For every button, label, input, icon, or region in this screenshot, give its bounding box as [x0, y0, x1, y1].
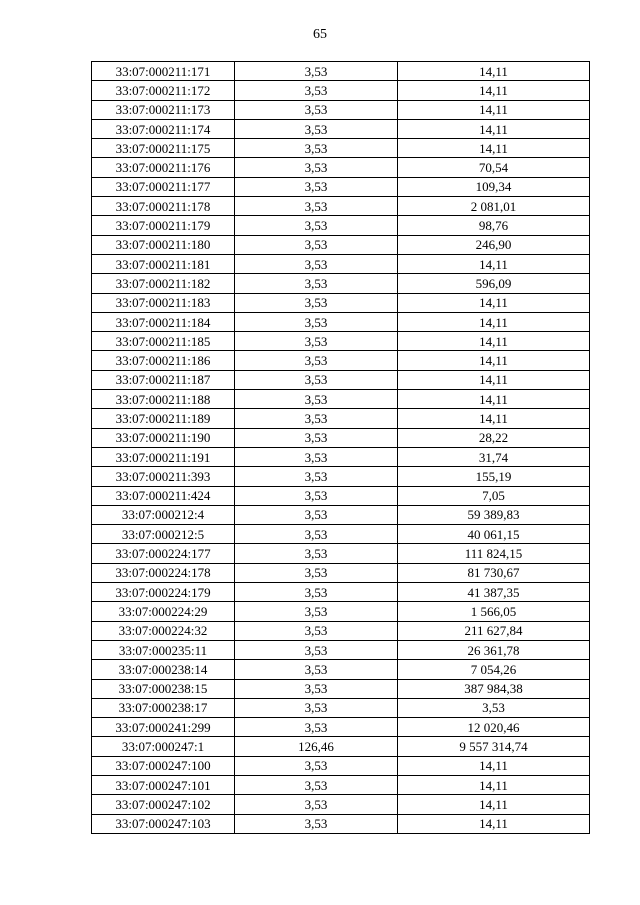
rate-cell: 3,53 [235, 467, 398, 486]
cadastral-number-cell: 33:07:000238:15 [92, 679, 235, 698]
cadastral-number-cell: 33:07:000211:191 [92, 447, 235, 466]
rate-cell: 126,46 [235, 737, 398, 756]
rate-cell: 3,53 [235, 254, 398, 273]
cadastral-number-cell: 33:07:000224:178 [92, 563, 235, 582]
amount-cell: 14,11 [398, 775, 590, 794]
table-row [92, 718, 590, 737]
cadastral-number-cell: 33:07:000212:4 [92, 505, 235, 524]
rate-cell: 3,53 [235, 370, 398, 389]
amount-cell: 1 566,05 [398, 602, 590, 621]
cadastral-number-cell: 33:07:000247:100 [92, 756, 235, 775]
table-row [92, 100, 590, 119]
cadastral-number-cell: 33:07:000247:103 [92, 814, 235, 833]
cadastral-number-cell: 33:07:000238:14 [92, 660, 235, 679]
amount-cell: 14,11 [398, 390, 590, 409]
rate-cell: 3,53 [235, 679, 398, 698]
table-row [92, 814, 590, 833]
rate-cell: 3,53 [235, 216, 398, 235]
rate-cell: 3,53 [235, 351, 398, 370]
cadastral-number-cell: 33:07:000211:186 [92, 351, 235, 370]
amount-cell: 246,90 [398, 235, 590, 254]
amount-cell: 28,22 [398, 428, 590, 447]
amount-cell: 14,11 [398, 293, 590, 312]
rate-cell: 3,53 [235, 583, 398, 602]
rate-cell: 3,53 [235, 447, 398, 466]
amount-cell: 9 557 314,74 [398, 737, 590, 756]
amount-cell: 109,34 [398, 177, 590, 196]
table-row [92, 756, 590, 775]
table-row [92, 544, 590, 563]
amount-cell: 26 361,78 [398, 640, 590, 659]
table-row [92, 698, 590, 717]
cadastral-number-cell: 33:07:000235:11 [92, 640, 235, 659]
table-row [92, 737, 590, 756]
rate-cell: 3,53 [235, 274, 398, 293]
amount-cell: 14,11 [398, 254, 590, 273]
amount-cell: 596,09 [398, 274, 590, 293]
cadastral-number-cell: 33:07:000211:177 [92, 177, 235, 196]
amount-cell: 14,11 [398, 100, 590, 119]
table-row [92, 467, 590, 486]
cadastral-number-cell: 33:07:000211:171 [92, 62, 235, 81]
cadastral-number-cell: 33:07:000211:179 [92, 216, 235, 235]
amount-cell: 14,11 [398, 62, 590, 81]
cadastral-number-cell: 33:07:000224:32 [92, 621, 235, 640]
rate-cell: 3,53 [235, 293, 398, 312]
rate-cell: 3,53 [235, 756, 398, 775]
rate-cell: 3,53 [235, 795, 398, 814]
amount-cell: 40 061,15 [398, 525, 590, 544]
amount-cell: 111 824,15 [398, 544, 590, 563]
cadastral-number-cell: 33:07:000241:299 [92, 718, 235, 737]
rate-cell: 3,53 [235, 698, 398, 717]
table-row [92, 351, 590, 370]
cadastral-number-cell: 33:07:000247:1 [92, 737, 235, 756]
amount-cell: 41 387,35 [398, 583, 590, 602]
table-row [92, 602, 590, 621]
amount-cell: 81 730,67 [398, 563, 590, 582]
table-row [92, 293, 590, 312]
rate-cell: 3,53 [235, 486, 398, 505]
table-row [92, 177, 590, 196]
table-row [92, 447, 590, 466]
rate-cell: 3,53 [235, 428, 398, 447]
table-row [92, 370, 590, 389]
cadastral-number-cell: 33:07:000211:424 [92, 486, 235, 505]
amount-cell: 14,11 [398, 756, 590, 775]
rate-cell: 3,53 [235, 775, 398, 794]
table-row [92, 679, 590, 698]
table-row [92, 583, 590, 602]
rate-cell: 3,53 [235, 718, 398, 737]
table-row [92, 216, 590, 235]
table-row [92, 139, 590, 158]
table-row [92, 390, 590, 409]
rate-cell: 3,53 [235, 505, 398, 524]
rate-cell: 3,53 [235, 312, 398, 331]
cadastral-number-cell: 33:07:000211:188 [92, 390, 235, 409]
table-row [92, 525, 590, 544]
cadastral-number-cell: 33:07:000211:187 [92, 370, 235, 389]
table-row [92, 119, 590, 138]
rate-cell: 3,53 [235, 640, 398, 659]
rate-cell: 3,53 [235, 544, 398, 563]
cadastral-number-cell: 33:07:000238:17 [92, 698, 235, 717]
amount-cell: 14,11 [398, 795, 590, 814]
cadastral-number-cell: 33:07:000247:102 [92, 795, 235, 814]
table-row [92, 660, 590, 679]
table-row [92, 640, 590, 659]
rate-cell: 3,53 [235, 100, 398, 119]
table-row [92, 775, 590, 794]
table-row [92, 254, 590, 273]
cadastral-number-cell: 33:07:000211:180 [92, 235, 235, 254]
amount-cell: 31,74 [398, 447, 590, 466]
table-row [92, 621, 590, 640]
amount-cell: 14,11 [398, 814, 590, 833]
rate-cell: 3,53 [235, 409, 398, 428]
table-row [92, 795, 590, 814]
table-row [92, 409, 590, 428]
amount-cell: 14,11 [398, 139, 590, 158]
cadastral-number-cell: 33:07:000211:178 [92, 197, 235, 216]
rate-cell: 3,53 [235, 119, 398, 138]
amount-cell: 14,11 [398, 370, 590, 389]
table-row [92, 428, 590, 447]
cadastral-number-cell: 33:07:000211:190 [92, 428, 235, 447]
table-row [92, 197, 590, 216]
rate-cell: 3,53 [235, 81, 398, 100]
cadastral-number-cell: 33:07:000211:185 [92, 332, 235, 351]
table-row [92, 563, 590, 582]
table-row [92, 312, 590, 331]
rate-cell: 3,53 [235, 602, 398, 621]
cadastral-number-cell: 33:07:000211:182 [92, 274, 235, 293]
cadastral-number-cell: 33:07:000211:173 [92, 100, 235, 119]
amount-cell: 387 984,38 [398, 679, 590, 698]
cadastral-table [91, 61, 590, 834]
cadastral-number-cell: 33:07:000211:181 [92, 254, 235, 273]
cadastral-number-cell: 33:07:000211:175 [92, 139, 235, 158]
amount-cell: 211 627,84 [398, 621, 590, 640]
cadastral-number-cell: 33:07:000212:5 [92, 525, 235, 544]
amount-cell: 3,53 [398, 698, 590, 717]
cadastral-number-cell: 33:07:000211:183 [92, 293, 235, 312]
table-row [92, 158, 590, 177]
rate-cell: 3,53 [235, 197, 398, 216]
cadastral-number-cell: 33:07:000211:172 [92, 81, 235, 100]
amount-cell: 14,11 [398, 81, 590, 100]
rate-cell: 3,53 [235, 814, 398, 833]
cadastral-number-cell: 33:07:000211:184 [92, 312, 235, 331]
amount-cell: 14,11 [398, 409, 590, 428]
rate-cell: 3,53 [235, 525, 398, 544]
table-row [92, 486, 590, 505]
cadastral-number-cell: 33:07:000247:101 [92, 775, 235, 794]
rate-cell: 3,53 [235, 177, 398, 196]
rate-cell: 3,53 [235, 158, 398, 177]
cadastral-number-cell: 33:07:000211:176 [92, 158, 235, 177]
table-row [92, 81, 590, 100]
amount-cell: 7 054,26 [398, 660, 590, 679]
cadastral-number-cell: 33:07:000224:29 [92, 602, 235, 621]
rate-cell: 3,53 [235, 62, 398, 81]
cadastral-number-cell: 33:07:000211:174 [92, 119, 235, 138]
amount-cell: 155,19 [398, 467, 590, 486]
amount-cell: 98,76 [398, 216, 590, 235]
cadastral-number-cell: 33:07:000224:177 [92, 544, 235, 563]
table-row [92, 505, 590, 524]
page-number: 65 [313, 27, 327, 42]
table-row [92, 274, 590, 293]
rate-cell: 3,53 [235, 235, 398, 254]
cadastral-number-cell: 33:07:000211:393 [92, 467, 235, 486]
amount-cell: 14,11 [398, 351, 590, 370]
amount-cell: 2 081,01 [398, 197, 590, 216]
amount-cell: 7,05 [398, 486, 590, 505]
amount-cell: 12 020,46 [398, 718, 590, 737]
rate-cell: 3,53 [235, 563, 398, 582]
amount-cell: 70,54 [398, 158, 590, 177]
cadastral-number-cell: 33:07:000224:179 [92, 583, 235, 602]
amount-cell: 14,11 [398, 332, 590, 351]
cadastral-number-cell: 33:07:000211:189 [92, 409, 235, 428]
rate-cell: 3,53 [235, 621, 398, 640]
rate-cell: 3,53 [235, 660, 398, 679]
table-row [92, 332, 590, 351]
amount-cell: 14,11 [398, 119, 590, 138]
table-body [92, 62, 590, 834]
rate-cell: 3,53 [235, 390, 398, 409]
table-row [92, 62, 590, 81]
amount-cell: 14,11 [398, 312, 590, 331]
rate-cell: 3,53 [235, 332, 398, 351]
table-row [92, 235, 590, 254]
amount-cell: 59 389,83 [398, 505, 590, 524]
rate-cell: 3,53 [235, 139, 398, 158]
